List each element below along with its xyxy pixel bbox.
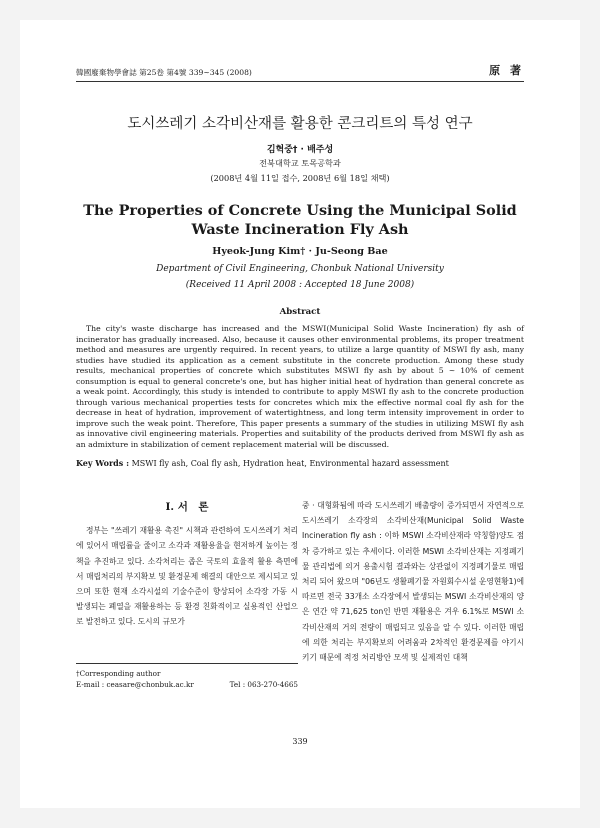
article-type-badge: 原 著 (489, 64, 524, 77)
keywords-label: Key Words : (76, 458, 130, 468)
footnote-tel: Tel : 063-270-4665 (229, 680, 298, 689)
english-affiliation: Department of Civil Engineering, Chonbuk National University (156, 264, 444, 274)
footnote-email: E-mail : ceasare@chonbuk.ac.kr (76, 680, 194, 689)
korean-title: 도시쓰레기 소각비산재를 활용한 콘크리트의 특성 연구 (127, 116, 473, 132)
korean-affiliation: 전북대학교 토목공학과 (259, 158, 341, 168)
footnote-label: †Corresponding author (76, 669, 161, 678)
english-authors: Hyeok-Jung Kim† · Ju-Seong Bae (212, 246, 388, 257)
keywords (76, 458, 524, 469)
right-column-paragraph: 중 · 대형화됨에 따라 도시쓰레기 배출량이 증가되면서 자연적으로 도시쓰레기 소각장의 소각비산재(Municipal Solid Waste Incineration fly ash : 이하 MSWI 소각비산재라 약칭함)양도 점차 증가하고 있는 추세이다. 이러한 MSWI 소각비산재는 지정폐기물 관리법에 의거 용출시험 결과와는 상관없이 지정폐기물로 매립처리 되어 왔으며 "06년도 생활폐기물 자원회수시설 운영현황1)에 따르면 전국 33개소 소각장에서 발생되는 MSWI 소각비산재의 양은 연간 약 71,625 ton인 반면 재활용은 겨우 6.1%로 MSWI 소각비산재의 거의 전량이 매립되고 있음을 알 수 있다. 이러한 매립에 의한 처리는 부지확보의 어려움과 2차적인 환경문제를 야기시키기 때문에 적정 처리방안 모색 및 실제적인 대책 (302, 501, 524, 663)
english-title-line-1: The Properties of Concrete Using the Municipal Solid (83, 202, 517, 219)
korean-authors: 김혁중† · 배주성 (266, 145, 334, 155)
abstract-heading: Abstract (279, 307, 321, 317)
abstract-text: The city's waste discharge has increased and the MSWI(Municipal Solid Waste Incineration) fly ash of incinerator has gradually increased. Also, because it causes other environmental problems, its proper treatment method and measures are urgently required. In recent years, to utilize a large quantity of MSWI fly ash, many studies have studied its application as a cement substitute in the concrete production. Among these study results, mechanical properties of concrete which substitutes MSWI fly ash by about 5 ~ 10% of cement consumption is equal to general concrete's one, but has higher initial heat of hydration than general concrete as a weak point. Accordingly, this study is intended to contribute to apply MSWI fly ash to the concrete production through various mechanical properties tests for concretes which mix the effective normal coal fly ash for the decrease in heat of hydration, improvement of watertightness, and long term intensity improvement in order to improve such the weak point. Therefore, This paper presents a summary of the studies in utilizing MSWI fly ash as innovative civil engineering materials. Properties and suitability of the products derived from MSWI fly ash as an admixture in stabilization of cement replacement material will be discussed. (76, 324, 524, 449)
section-heading-introduction: I. 서 론 (165, 501, 209, 513)
paper-page (20, 20, 580, 808)
english-title (20, 201, 580, 239)
right-column (302, 498, 524, 665)
english-dates: (Received 11 April 2008 : Accepted 18 June 2008) (185, 280, 415, 290)
left-column (76, 500, 298, 630)
english-title-line-2: Waste Incineration Fly Ash (191, 221, 409, 238)
journal-citation: 韓國廢棄物學會誌 第25卷 第4號 339~345 (2008) (76, 68, 252, 77)
corresponding-author-footnote (76, 663, 298, 690)
page-number: 339 (292, 737, 308, 746)
running-header (76, 62, 524, 82)
keywords-text: MSWI fly ash, Coal fly ash, Hydration heat, Environmental hazard assessment (131, 459, 449, 468)
korean-dates: (2008년 4월 11일 접수, 2008년 6월 18일 채택) (210, 173, 390, 183)
left-column-paragraph: 정부는 "쓰레기 재활용 촉진" 시책과 관련하여 도시쓰레기 처리에 있어서 매립률을 줄이고 소각과 재활용율을 현저하게 높이는 정책을 추진하고 있다. 소각처리는 좁은 국토의 효율적 활용 측면에서 매립처리의 부지확보 및 환경문제 해결의 대안으로 제시되고 있으며 또한 현재 소각시설의 기술수준이 향상되어 소각장 가동 시 발생되는 폐열을 재활용하는 등 환경 친화적이고 실용적인 산업으로 발전하고 있다. 도시의 규모가 (76, 526, 298, 627)
